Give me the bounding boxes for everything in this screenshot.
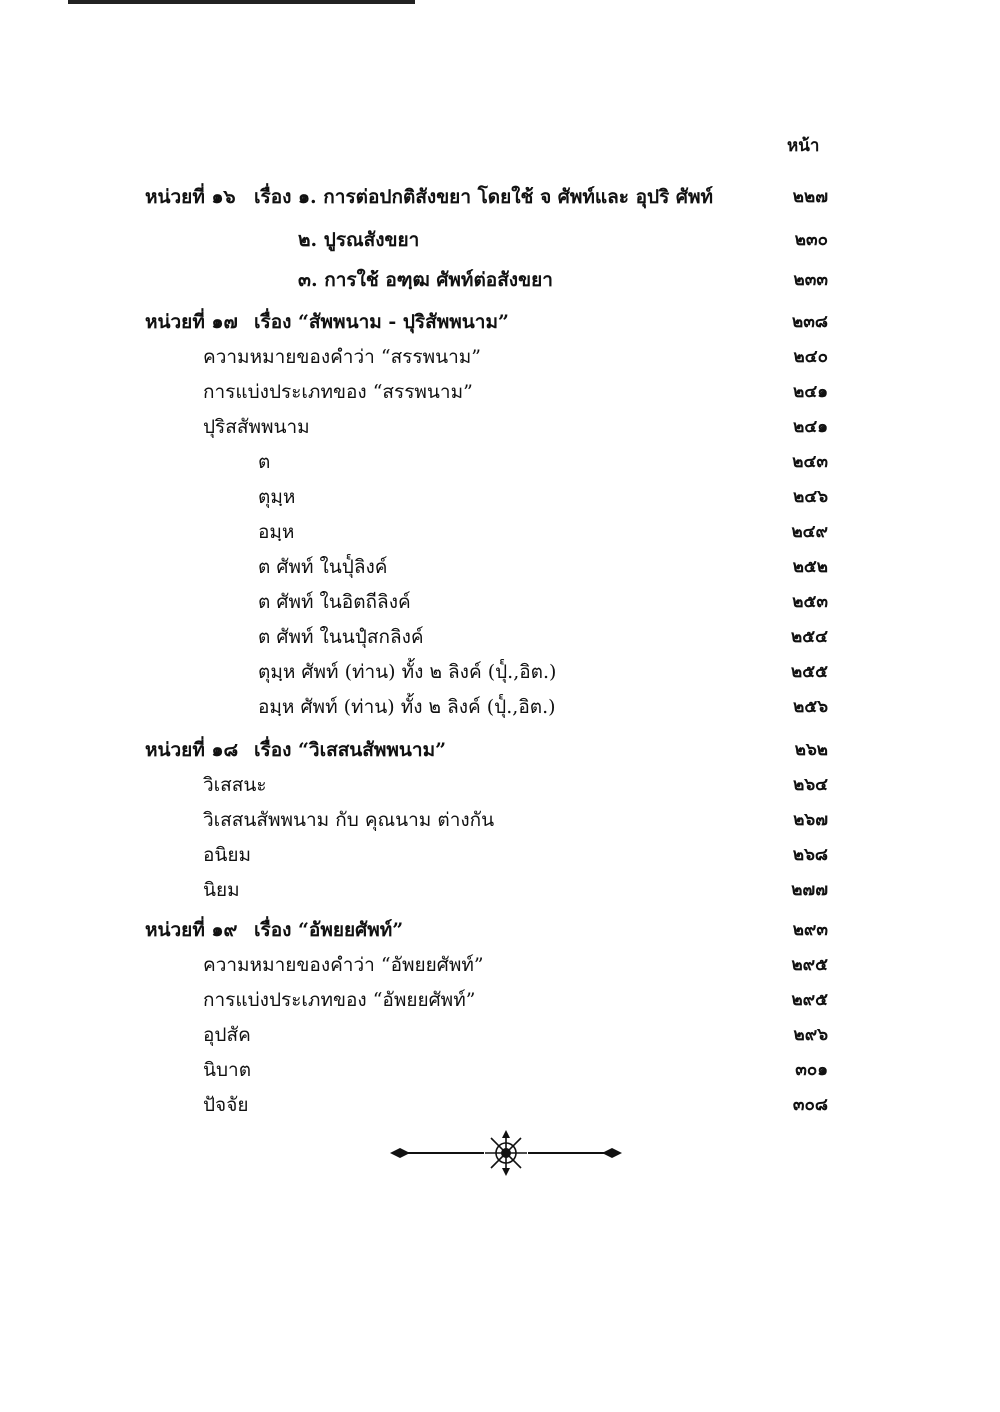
toc-unit-row <box>0 735 1000 765</box>
toc-sub-row <box>0 225 1000 255</box>
toc-entry-title: ต <box>258 451 271 473</box>
toc-entry-title: ต ศัพท์ ในปุ๎ลิงค์ <box>258 556 388 578</box>
toc-entry-title: วิเสสนะ <box>203 774 267 796</box>
toc-entry-title: “สัพพนาม - ปุริสัพพนาม” <box>298 311 509 333</box>
toc-entry-title: ๓. การใช้ อฑฺฒ ศัพท์ต่อสังขยา <box>298 269 553 291</box>
toc-sub-row <box>0 692 1000 722</box>
toc-page-number: ๒๕๔ <box>791 627 828 647</box>
toc-unit-row <box>0 307 1000 337</box>
toc-page-number: ๒๒๗ <box>792 187 828 207</box>
toc-entry-title: ๑. การต่อปกติสังขยา โดยใช้ จ ศัพท์และ อุปริ ศัพท์ <box>298 186 714 208</box>
toc-sub-row <box>0 377 1000 407</box>
subject-label: เรื่อง <box>254 919 292 941</box>
toc-entry-title: ต ศัพท์ ในนปุํสกลิงค์ <box>258 626 424 648</box>
toc-sub-row <box>0 1055 1000 1085</box>
toc-page-number: ๒๙๓ <box>792 920 828 940</box>
toc-page-number: ๒๖๒ <box>794 740 828 760</box>
toc-page-number: ๒๙๕ <box>791 990 828 1010</box>
toc-page-number: ๒๔๙ <box>791 522 828 542</box>
toc-page-number: ๒๔๑ <box>793 382 828 402</box>
toc-page-number: ๒๔๐ <box>793 347 828 367</box>
toc-sub-row <box>0 342 1000 372</box>
decorative-ornament-icon <box>388 1128 624 1178</box>
toc-sub-row <box>0 985 1000 1015</box>
subject-label: เรื่อง <box>254 186 292 208</box>
toc-entry-title: “อัพยยศัพท์” <box>298 919 404 941</box>
page-column-label: หน้า <box>787 136 820 156</box>
toc-page-number: ๒๗๗ <box>791 880 828 900</box>
toc-page-number: ๒๔๑ <box>793 417 828 437</box>
toc-page-number: ๒๔๓ <box>792 452 828 472</box>
toc-entry-title: วิเสสนสัพพนาม กับ คุณนาม ต่างกัน <box>203 809 495 831</box>
toc-sub-row <box>0 657 1000 687</box>
toc-entry-title: การแบ่งประเภทของ “สรรพนาม” <box>203 381 473 403</box>
toc-entry-title: ปัจจัย <box>203 1094 249 1116</box>
toc-sub-row <box>0 447 1000 477</box>
toc-page-number: ๒๕๒ <box>792 557 828 577</box>
top-border-line <box>68 0 415 4</box>
toc-sub-row <box>0 805 1000 835</box>
toc-page-number: ๒๓๐ <box>794 230 828 250</box>
toc-sub-row <box>0 482 1000 512</box>
toc-entry-title: อมฺห ศัพท์ (ท่าน) ทั้ง ๒ ลิงค์ (ปุ๎.,อิต.) <box>258 696 556 718</box>
toc-sub-row <box>0 265 1000 295</box>
toc-page-number: ๒๙๖ <box>793 1025 828 1045</box>
subject-label: เรื่อง <box>254 311 292 333</box>
toc-entry-title: “วิเสสนสัพพนาม” <box>298 739 447 761</box>
toc-sub-row <box>0 950 1000 980</box>
toc-sub-row <box>0 622 1000 652</box>
toc-entry-title: ปุริสสัพพนาม <box>203 416 310 438</box>
toc-entry-title: อนิยม <box>203 844 252 866</box>
toc-entry-title: การแบ่งประเภทของ “อัพยยศัพท์” <box>203 989 476 1011</box>
toc-page-number: ๒๕๕ <box>791 662 828 682</box>
unit-label: หน่วยที่ ๑๗ <box>145 311 238 333</box>
subject-label: เรื่อง <box>254 739 292 761</box>
toc-sub-row <box>0 1020 1000 1050</box>
toc-entry-title: อุปสัค <box>203 1024 251 1046</box>
toc-page-number: ๒๙๕ <box>791 955 828 975</box>
toc-entry-title: ความหมายของคำว่า “อัพยยศัพท์” <box>203 954 484 976</box>
toc-page-number: ๒๖๔ <box>793 775 828 795</box>
toc-entry-title: อมฺห <box>258 521 295 543</box>
toc-sub-row <box>0 1090 1000 1120</box>
toc-entry-title: ตุมฺห ศัพท์ (ท่าน) ทั้ง ๒ ลิงค์ (ปุ๎.,อิต.) <box>258 661 557 683</box>
toc-page-number: ๒๕๖ <box>793 697 828 717</box>
toc-entry-title: ๒. ปูรณสังขยา <box>298 229 420 251</box>
toc-page-number: ๒๓๘ <box>792 312 828 332</box>
toc-page-number: ๓๐๘ <box>792 1095 828 1115</box>
toc-unit-row <box>0 915 1000 945</box>
toc-unit-row <box>0 182 1000 212</box>
toc-sub-row <box>0 770 1000 800</box>
toc-sub-row <box>0 517 1000 547</box>
toc-entry-title: ความหมายของคำว่า “สรรพนาม” <box>203 346 481 368</box>
unit-label: หน่วยที่ ๑๘ <box>145 739 239 761</box>
toc-sub-row <box>0 587 1000 617</box>
toc-sub-row <box>0 552 1000 582</box>
toc-sub-row <box>0 840 1000 870</box>
toc-page-number: ๒๖๘ <box>792 845 828 865</box>
toc-entry-title: ตุมฺห <box>258 486 296 508</box>
unit-label: หน่วยที่ ๑๙ <box>145 919 238 941</box>
toc-page-number: ๒๓๓ <box>793 270 828 290</box>
toc-page-number: ๒๕๓ <box>792 592 828 612</box>
toc-entry-title: นิบาต <box>203 1059 252 1081</box>
toc-page-number: ๒๖๗ <box>793 810 828 830</box>
toc-page-number: ๒๔๖ <box>793 487 828 507</box>
toc-entry-title: ต ศัพท์ ในอิตถีลิงค์ <box>258 591 411 613</box>
toc-sub-row <box>0 412 1000 442</box>
toc-page-number: ๓๐๑ <box>795 1060 828 1080</box>
toc-entry-title: นิยม <box>203 879 240 901</box>
unit-label: หน่วยที่ ๑๖ <box>145 186 236 208</box>
toc-sub-row <box>0 875 1000 905</box>
